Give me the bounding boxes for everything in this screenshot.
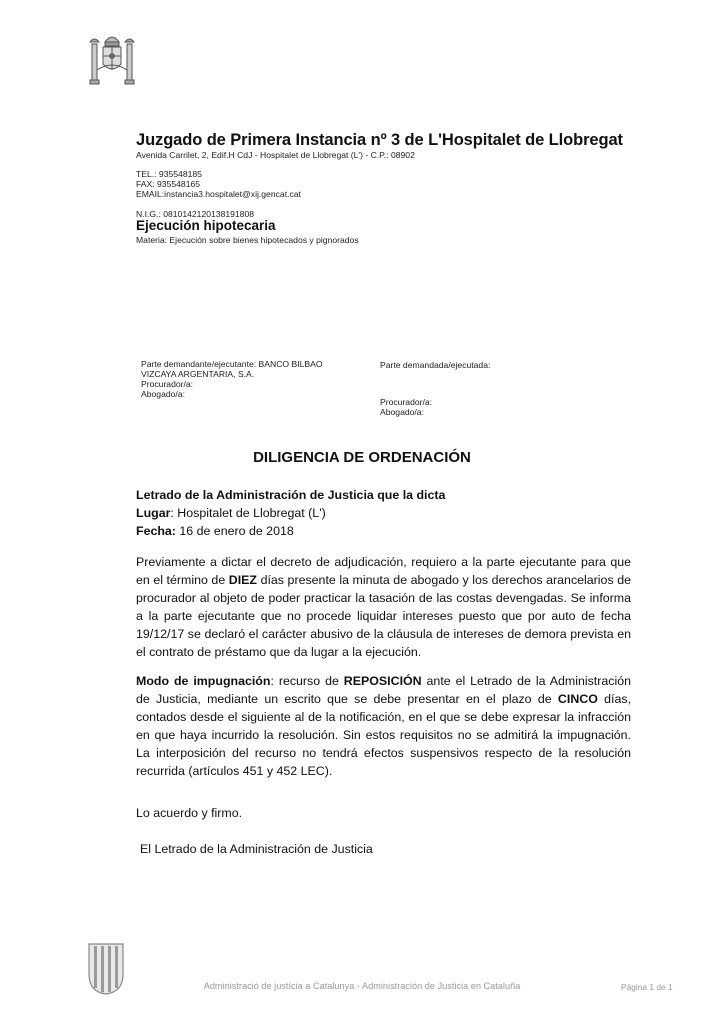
court-address: Avenida Carrilet, 2, Edif.H CdJ - Hospitalet de Llobregat (L') - C.P.: 08902 [136,150,415,160]
p2-bold-reposicion: REPOSICIÓN [343,674,422,688]
p2-label: Modo de impugnación [136,674,271,688]
plaintiff-name-line2: VIZCAYA ARGENTARIA, S.A. [141,369,255,379]
p1-text-c: días presente la minuta de abogado y los derechos arancelarios de procurador al objeto de poder practicar la tasación de las costas devengadas. Se informa a la parte ejecutante que no procede liquidar intereses puesto que por auto de fecha 19/12/17 se declaró el carácter abusivo de la cláusula de intereses de demora prevista en el contrato de préstamo que da lugar a la ejecución. [136,573,631,659]
signature-line: El Letrado de la Administración de Justicia [140,842,373,856]
court-title: Juzgado de Primera Instancia nº 3 de L'Hospitalet de Llobregat [136,131,623,149]
p2-text-c: ante el Letrado de la Administración de Justicia, mediante un escrito que se debe presentar en el plazo de [136,674,631,706]
lugar-label: Lugar [136,506,171,520]
p2-text-a: : recurso de [270,674,344,688]
plaintiff-block [141,359,366,399]
defendant-label: Parte demandada/ejecutada: [380,360,491,370]
court-email: EMAIL:instancia3.hospitalet@xij.gencat.cat [136,189,301,199]
closing-line: Lo acuerdo y firmo. [136,806,243,820]
contact-block [136,169,301,199]
procedure-type: Ejecución hipotecaria [136,218,276,233]
p1-bold-diez: DIEZ [228,573,258,587]
page-number: Página 1 de 1 [621,982,673,992]
defendant-block [380,360,490,417]
paragraph-impugnation [136,672,631,780]
issuer-line: Letrado de la Administración de Justicia que la dicta [136,488,446,502]
court-phone: TEL.: 935548185 [136,169,202,179]
fecha-value: 16 de enero de 2018 [175,524,294,538]
footer-text: Administració de justícia a Catalunya · Administración de Justicia en Cataluña [203,981,521,991]
spain-coat-of-arms-logo [88,30,136,92]
court-fax: FAX: 935548165 [136,179,201,189]
defendant-abogado: Abogado/a: [380,407,424,417]
plaintiff-abogado: Abogado/a: [141,389,185,399]
document-meta [136,486,445,540]
procedure-materia: Materia: Ejecución sobre bienes hipotecados y pignorados [136,235,359,245]
plaintiff-procurador: Procurador/a: [141,379,194,389]
p2-bold-cinco: CINCO [557,692,598,706]
p2-text-e: días, contados desde el siguiente al de la notificación, en el que se debe expresar la infracción en que haya incurrido la resolución. Sin estos requisitos no se admitirá la impugnación. La interposición del recurso no tendrá efectos suspensivos respecto de la resolución recurrida (artículos 451 y 452 LEC). [136,692,632,778]
nig-number: N.I.G.: 0810142120138191808 [136,209,255,219]
defendant-procurador: Procurador/a: [380,397,433,407]
lugar-value: : Hospitalet de Llobregat (L') [170,506,326,520]
document-title: DILIGENCIA DE ORDENACIÓN [253,449,471,466]
p1-text-a: Previamente a dictar el decreto de adjudicación, requiero a la parte ejecutante para que en el término de [136,555,631,587]
plaintiff-name-line1: Parte demandante/ejecutante: BANCO BILBAO [141,359,323,369]
paragraph-requirement [136,553,631,661]
fecha-label: Fecha: [136,524,176,538]
